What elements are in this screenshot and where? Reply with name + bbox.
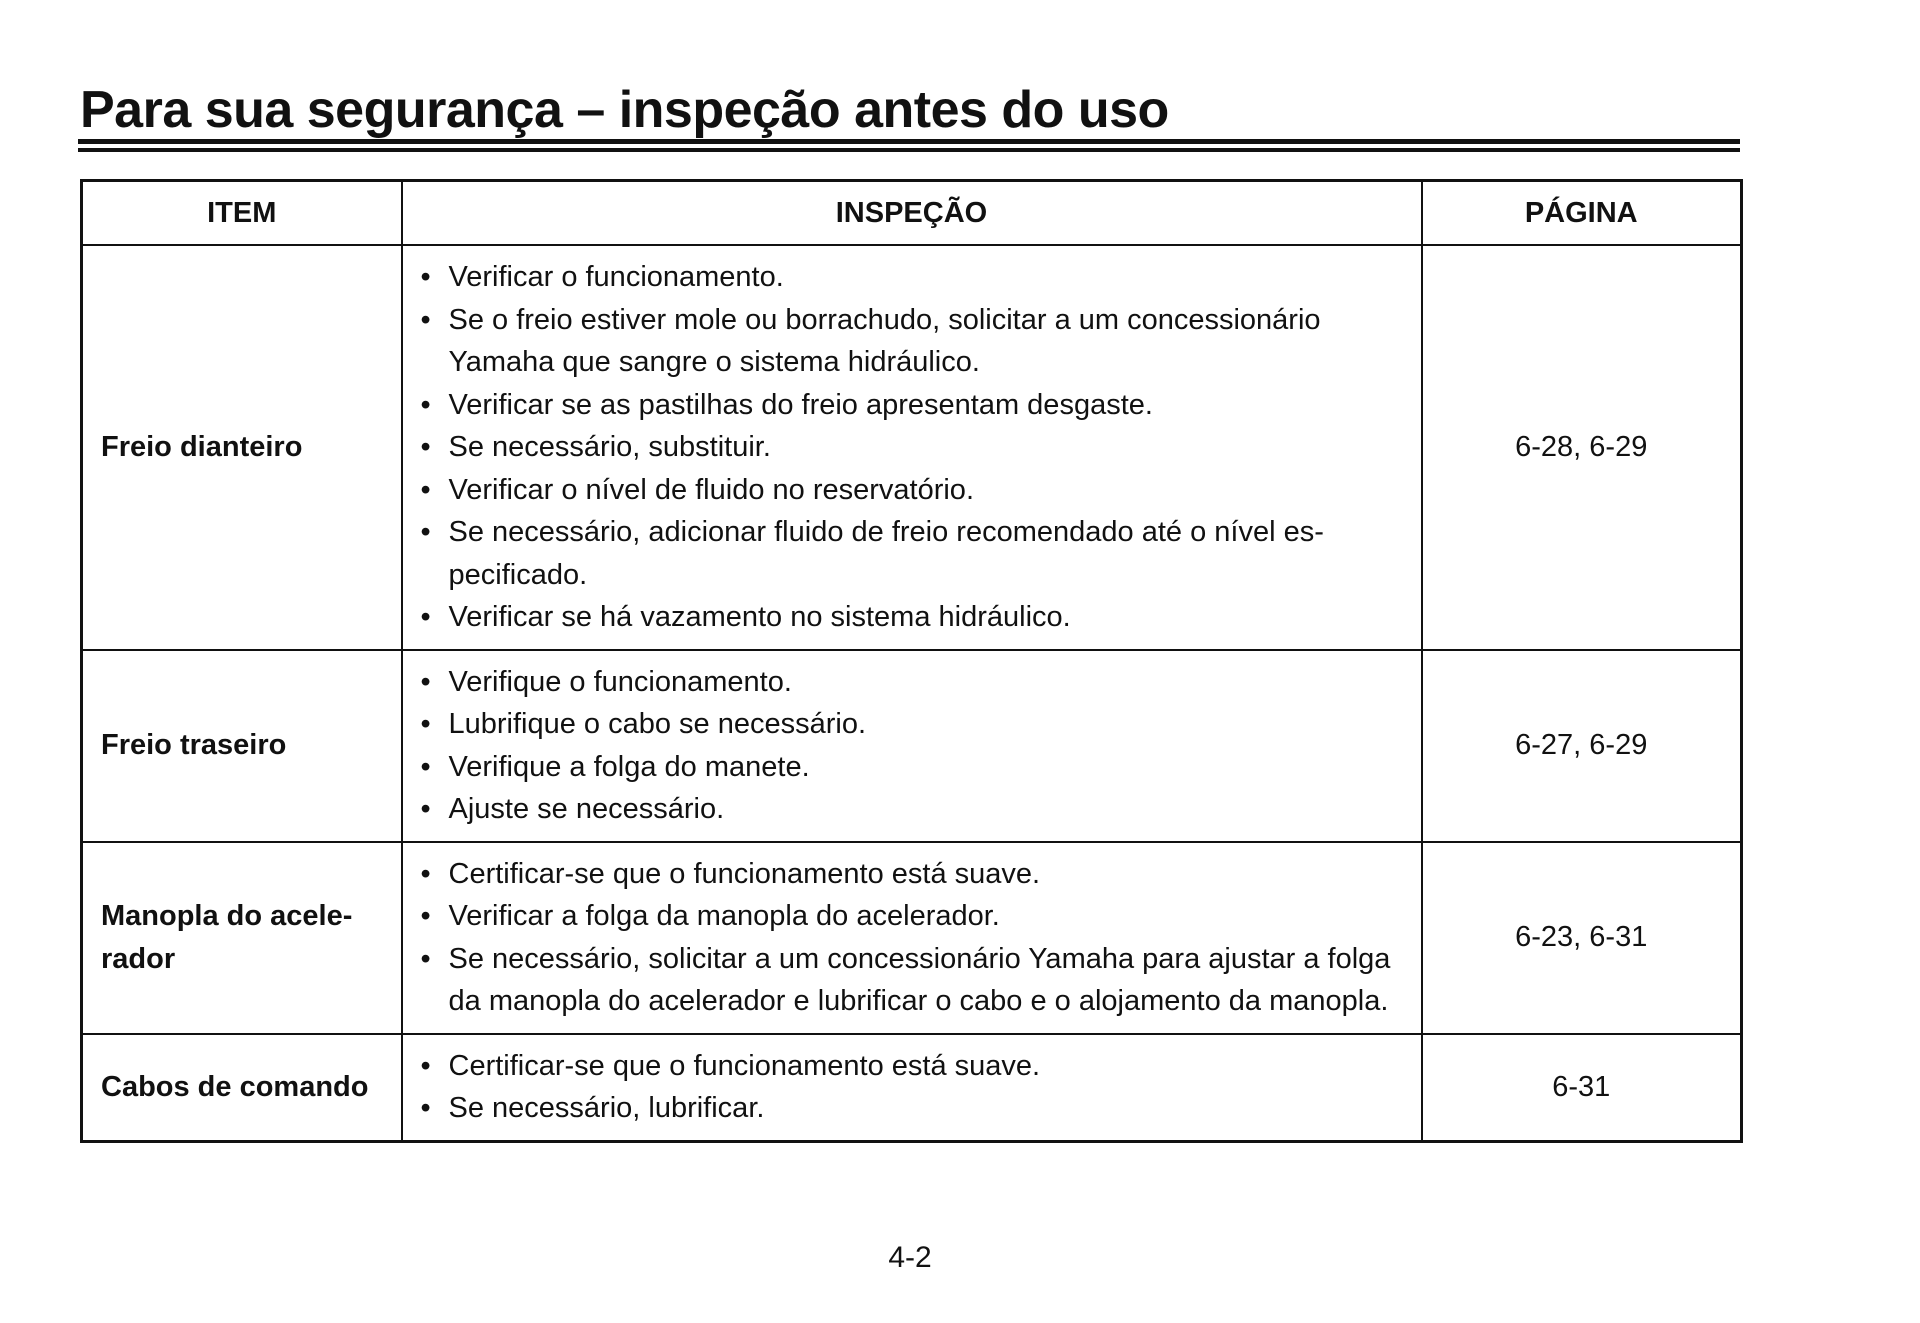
inspection-cell <box>402 650 1422 842</box>
page-ref: 6-23, 6-31 <box>1422 842 1742 1034</box>
inspection-cell <box>402 245 1422 650</box>
header-page: PÁGINA <box>1422 181 1742 246</box>
inspection-step: • Verificar o funcionamento. <box>421 256 1411 299</box>
table-row <box>82 842 1742 1034</box>
inspection-step: • Certificar-se que o funcionamento está suave. <box>421 1045 1411 1088</box>
inspection-step: • Verificar se as pastilhas do freio apresentam desgaste. <box>421 384 1411 427</box>
inspection-step: • Verificar a folga da manopla do acelerador. <box>421 895 1411 938</box>
inspection-cell <box>402 842 1422 1034</box>
inspection-step: • Se necessário, solicitar a um concessionário Yamaha para ajustar a folga da manopla do acelerador e lubrificar o cabo e o alojamento da manopla. <box>421 938 1411 1023</box>
inspection-step: • Lubrifique o cabo se necessário. <box>421 703 1411 746</box>
inspection-list <box>421 661 1411 831</box>
inspection-step: • Se necessário, adicionar fluido de freio recomendado até o nível es-pecificado. <box>421 511 1411 596</box>
inspection-step: • Verificar se há vazamento no sistema hidráulico. <box>421 596 1411 639</box>
page-number: 4-2 <box>888 1241 932 1274</box>
table-row <box>82 650 1742 842</box>
header-item: ITEM <box>82 181 402 246</box>
inspection-step: • Verificar o nível de fluido no reservatório. <box>421 469 1411 512</box>
inspection-step: • Se necessário, substituir. <box>421 426 1411 469</box>
inspection-step: • Verifique o funcionamento. <box>421 661 1411 704</box>
inspection-step: • Se o freio estiver mole ou borrachudo, solicitar a um concessionário Yamaha que sangre o sistema hidráulico. <box>421 299 1411 384</box>
table-header-row <box>82 181 1742 246</box>
title-double-rule <box>78 139 1740 152</box>
item-name: Freio dianteiro <box>82 245 402 650</box>
page-ref: 6-28, 6-29 <box>1422 245 1742 650</box>
inspection-step: • Certificar-se que o funcionamento está suave. <box>421 853 1411 896</box>
title-rule-thick <box>78 139 1740 144</box>
inspection-cell <box>402 1034 1422 1142</box>
title-rule-thin <box>78 148 1740 152</box>
inspection-step: • Ajuste se necessário. <box>421 788 1411 831</box>
header-inspection: INSPEÇÃO <box>402 181 1422 246</box>
item-name: Manopla do acele-rador <box>82 842 402 1034</box>
inspection-list <box>421 256 1411 639</box>
page-ref: 6-31 <box>1422 1034 1742 1142</box>
inspection-list <box>421 1045 1411 1130</box>
inspection-list <box>421 853 1411 1023</box>
item-name: Freio traseiro <box>82 650 402 842</box>
page-ref: 6-27, 6-29 <box>1422 650 1742 842</box>
table-row <box>82 1034 1742 1142</box>
inspection-step: • Verifique a folga do manete. <box>421 746 1411 789</box>
inspection-step: • Se necessário, lubrificar. <box>421 1087 1411 1130</box>
table-row <box>82 245 1742 650</box>
item-name: Cabos de comando <box>82 1034 402 1142</box>
page-title: Para sua segurança – inspeção antes do uso <box>80 81 1169 139</box>
inspection-table <box>80 179 1743 1143</box>
